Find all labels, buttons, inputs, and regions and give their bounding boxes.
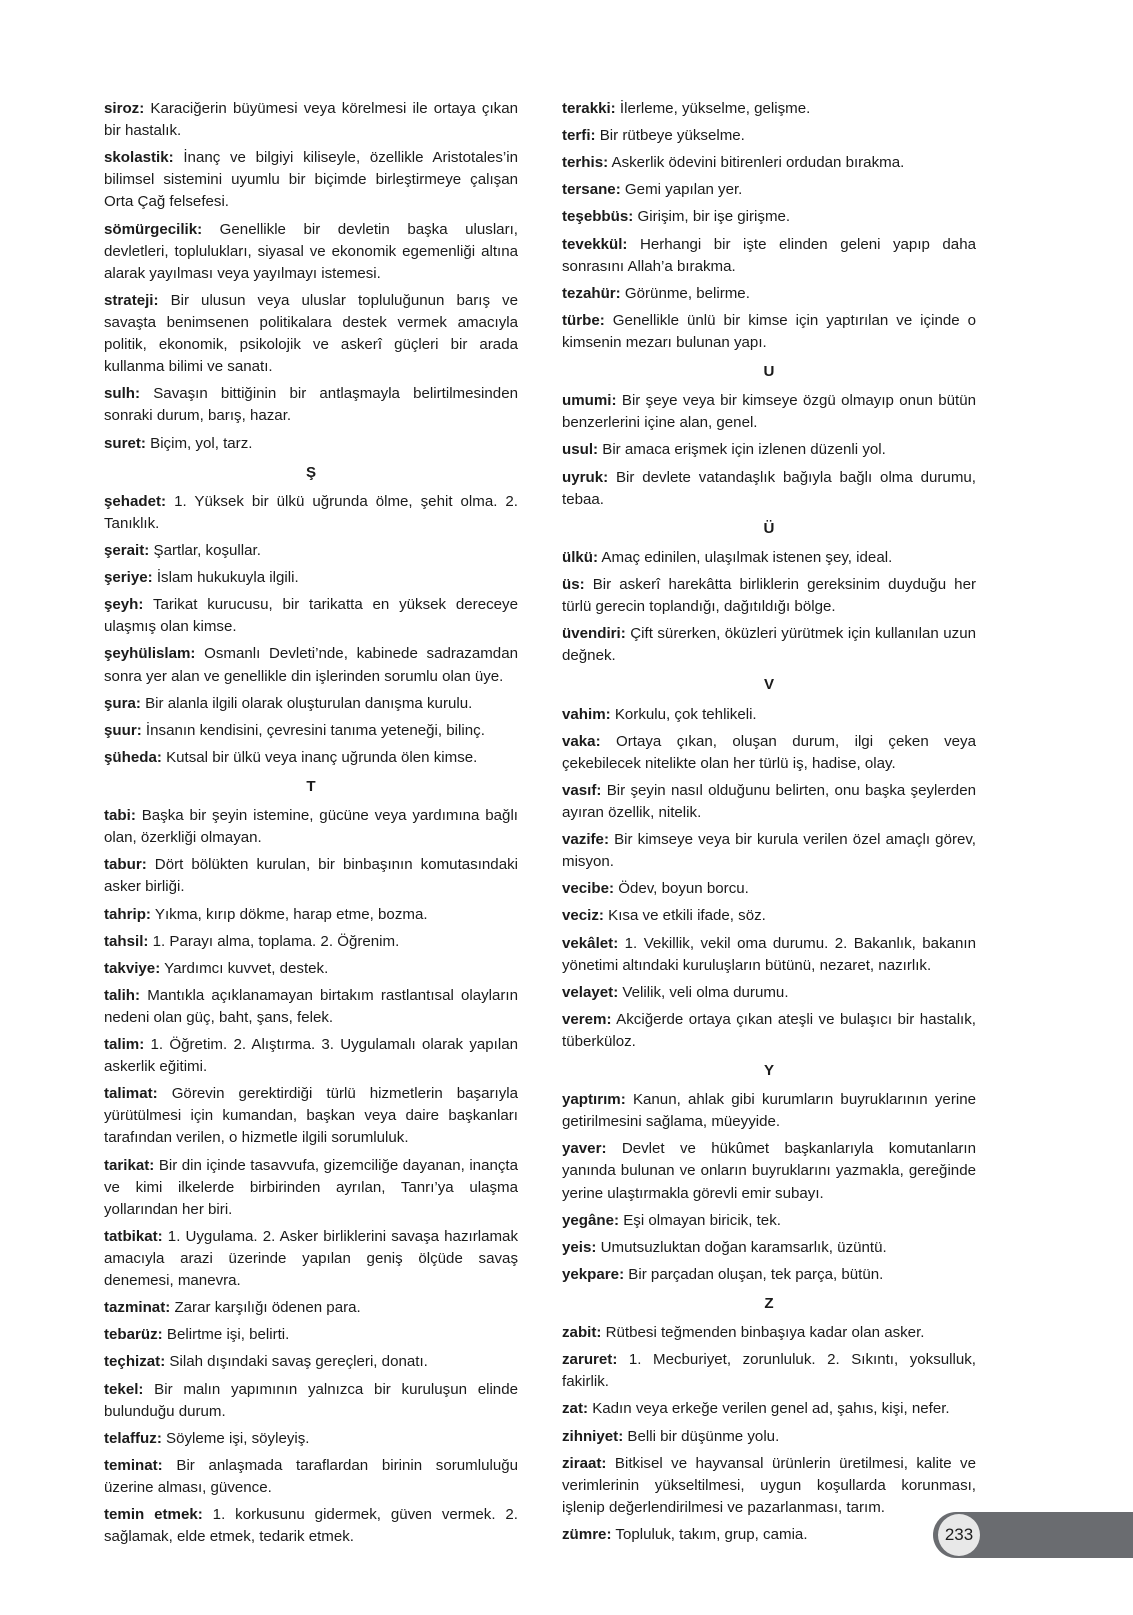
entry-headword: şüheda:	[104, 748, 162, 766]
glossary-entry	[562, 1453, 976, 1519]
entry-headword: vasıf:	[562, 781, 602, 799]
entry-definition: Rütbesi teğmenden binbaşıya kadar olan asker.	[601, 1324, 925, 1342]
glossary-entry	[562, 98, 976, 120]
glossary-entry	[104, 985, 518, 1029]
entry-headword: üs:	[562, 575, 585, 593]
entry-headword: şeyh:	[104, 596, 144, 614]
entry-definition: Kadın veya erkeğe verilen genel ad, şahıs, kişi, nefer.	[588, 1400, 950, 1418]
entry-headword: tezahür:	[562, 284, 621, 302]
glossary-entry	[562, 905, 976, 927]
entry-headword: vahim:	[562, 705, 611, 723]
section-letter: Z	[764, 1295, 774, 1313]
glossary-entry	[562, 283, 976, 305]
entry-definition: Şartlar, koşullar.	[149, 541, 261, 559]
entry-headword: siroz:	[104, 100, 145, 117]
entry-definition: Görevin gerektirdiği türlü hizmetlerin başarıyla yürütülmesi için kumandan, başkan veya daire başkanları tarafından verilen, o hizmetle ilgili sorumluluk.	[104, 1085, 518, 1147]
glossary-entry	[104, 1324, 518, 1346]
glossary-entry	[104, 540, 518, 562]
glossary-entry	[104, 904, 518, 926]
entry-definition: Bir malın yapımının yalnızca bir kuruluşun elinde bulunduğu durum.	[104, 1380, 518, 1420]
entry-headword: vaka:	[562, 732, 601, 750]
entry-headword: şeriye:	[104, 569, 153, 587]
entry-definition: Biçim, yol, tarz.	[145, 434, 253, 452]
entry-headword: tazminat:	[104, 1299, 171, 1317]
entry-headword: suret:	[104, 434, 146, 452]
glossary-entry	[104, 805, 518, 849]
entry-definition: Söyleme işi, söyleyiş.	[161, 1429, 310, 1447]
entry-headword: tebarüz:	[104, 1326, 163, 1344]
section-letter: T	[306, 777, 316, 795]
entry-definition: Eşi olmayan biricik, tek.	[619, 1211, 781, 1229]
glossary-entry	[104, 958, 518, 980]
right-column	[562, 98, 976, 1553]
section-letter: Ü	[763, 519, 775, 537]
glossary-entry	[562, 878, 976, 900]
glossary-entry	[104, 383, 518, 427]
entry-definition: Bir alanla ilgili olarak oluşturulan danışma kurulu.	[140, 694, 473, 712]
entry-definition: Başka bir şeyin istemine, gücüne veya yardımına bağlı olan, özerkliği olmayan.	[104, 807, 518, 847]
section-letter: V	[763, 676, 775, 694]
entry-headword: verem:	[562, 1010, 612, 1028]
entry-definition: Korkulu, çok tehlikeli.	[610, 705, 757, 723]
section-letter: U	[763, 363, 775, 381]
entry-headword: sulh:	[104, 385, 141, 403]
entry-headword: strateji:	[104, 291, 159, 309]
glossary-entry	[104, 1455, 518, 1499]
entry-headword: şehadet:	[104, 492, 167, 510]
entry-definition: Velilik, veli olma durumu.	[618, 983, 789, 1001]
entry-definition: Kısa ve etkili ifade, söz.	[603, 907, 766, 925]
glossary-entry	[562, 152, 976, 174]
entry-definition: İlerleme, yükselme, gelişme.	[615, 100, 811, 117]
section-letter: Ş	[305, 463, 317, 481]
glossary-entry	[562, 125, 976, 147]
entry-headword: skolastik:	[104, 149, 174, 167]
entry-headword: tatbikat:	[104, 1227, 163, 1245]
entry-definition: Amaç edinilen, ulaşılmak istenen şey, ideal.	[598, 548, 893, 566]
entry-definition: Bir amaca erişmek için izlenen düzenli yol.	[598, 441, 886, 459]
entry-headword: takviye:	[104, 959, 161, 977]
entry-headword: vekâlet:	[562, 934, 619, 952]
entry-headword: veciz:	[562, 907, 604, 925]
glossary-entry	[104, 147, 518, 213]
entry-definition: Bir rütbeye yükselme.	[595, 127, 745, 145]
glossary-entry	[104, 747, 518, 769]
entry-definition: Devlet ve hükûmet başkanlarıyla komutanların yanında bulunan ve onların buyruklarını yazmakla, gereğinde yerine ulaştırmakla görevli emir subayı.	[562, 1140, 976, 1202]
entry-definition: 1. Yüksek bir ülkü uğrunda ölme, şehit olma. 2. Tanıklık.	[104, 492, 518, 532]
two-column-body	[104, 98, 976, 1553]
entry-definition: Savaşın bittiğinin bir antlaşmayla belirtilmesinden sonraki durum, barış, hazar.	[104, 385, 518, 425]
glossary-entry	[104, 1351, 518, 1373]
entry-definition: Herhangi bir işte elinden geleni yapıp daha sonrasını Allah’a bırakma.	[562, 235, 976, 275]
glossary-entry	[562, 574, 976, 618]
entry-definition: Tarikat kurucusu, bir tarikatta en yüksek dereceye ulaşmış olan kimse.	[104, 596, 518, 636]
glossary-entry	[562, 1089, 976, 1133]
entry-headword: zaruret:	[562, 1351, 618, 1369]
entry-headword: şeyhülislam:	[104, 645, 196, 663]
entry-headword: yegâne:	[562, 1211, 620, 1229]
entry-headword: tabur:	[104, 856, 147, 874]
entry-definition: Yardımcı kuvvet, destek.	[160, 959, 329, 977]
glossary-entry	[562, 1237, 976, 1259]
entry-headword: teşebbüs:	[562, 208, 634, 226]
entry-definition: Gemi yapılan yer.	[620, 181, 743, 199]
entry-definition: Çift sürerken, öküzleri yürütmek için kullanılan uzun değnek.	[562, 625, 976, 665]
entry-headword: yaver:	[562, 1140, 607, 1158]
glossary-entry	[104, 491, 518, 535]
glossary-entry	[104, 1297, 518, 1319]
entry-definition: Bir anlaşmada taraflardan birinin sorumluluğu üzerine alması, güvence.	[104, 1456, 518, 1497]
entry-headword: şuur:	[104, 721, 142, 739]
entry-headword: şura:	[104, 694, 141, 712]
entry-headword: zat:	[562, 1400, 588, 1418]
entry-headword: üvendiri:	[562, 625, 626, 643]
glossary-entry	[562, 467, 976, 511]
glossary-entry	[104, 1504, 518, 1548]
entry-definition: İnanç ve bilgiyi kiliseyle, özellikle Aristotales’in bilimsel sistemini uyumlu bir biçimde birleştirmeye çalışan Orta Çağ felsefesi.	[104, 149, 518, 211]
glossary-entry	[104, 567, 518, 589]
entry-headword: yekpare:	[562, 1265, 625, 1283]
left-column	[104, 98, 518, 1553]
glossary-entry	[562, 206, 976, 228]
entry-definition: Topluluk, takım, grup, camia.	[611, 1526, 808, 1544]
glossary-entry	[562, 1264, 976, 1286]
entry-definition: Genellikle bir devletin başka ulusları, devletleri, toplulukları, siyasal ve ekonomik egemenliği altına alarak yayılması veya yayılmayı istemesi.	[104, 220, 518, 282]
glossary-entry	[104, 854, 518, 898]
glossary-entry	[562, 547, 976, 569]
entry-definition: 1. korkusunu gidermek, güven vermek. 2. sağlamak, elde etmek, tedarik etmek.	[104, 1506, 518, 1546]
glossary-entry	[104, 290, 518, 378]
glossary-entry	[562, 439, 976, 461]
entry-headword: tahrip:	[104, 905, 151, 923]
entry-definition: Yıkma, kırıp dökme, harap etme, bozma.	[150, 905, 428, 923]
entry-definition: Osmanlı Devleti’nde, kabinede sadrazamdan sonra yer alan ve genellikle din işlerinden sorumlu olan üye.	[104, 645, 518, 685]
glossary-entry	[104, 693, 518, 715]
glossary-entry	[562, 310, 976, 354]
glossary-entry	[562, 1349, 976, 1393]
entry-definition: 1. Parayı alma, toplama. 2. Öğrenim.	[148, 932, 400, 950]
entry-headword: teçhizat:	[104, 1353, 166, 1371]
entry-definition: Bir askerî harekâtta birliklerin gereksinim duyduğu her türlü gerecin toplandığı, dağıtıldığı bölge.	[562, 575, 976, 616]
entry-definition: Belli bir düşünme yolu.	[623, 1427, 780, 1445]
entry-definition: Bir din içinde tasavvufa, gizemciliğe dayanan, inançta ve kimi ilkelerde birbirinden ayrılan, Tanrı’ya ulaşma yollarından her biri.	[104, 1156, 518, 1218]
entry-headword: uyruk:	[562, 468, 609, 486]
entry-headword: yeis:	[562, 1238, 597, 1256]
entry-definition: Bitkisel ve hayvansal ürünlerin üretilmesi, kalite ve verimlerinin yükseltilmesi, uygun koşullarda korunması, işlenip değerlendirilmesi ve pazarlanması, tarım.	[562, 1454, 976, 1516]
entry-definition: Bir şeyin nasıl olduğunu belirten, onu başka şeylerden ayıran özellik, nitelik.	[562, 781, 976, 821]
glossary-entry	[104, 1428, 518, 1450]
entry-definition: Umutsuzluktan doğan karamsarlık, üzüntü.	[596, 1238, 887, 1256]
entry-headword: ziraat:	[562, 1454, 607, 1472]
glossary-entry	[562, 1524, 976, 1546]
entry-definition: İnsanın kendisini, çevresini tanıma yeteneği, bilinç.	[141, 721, 485, 739]
entry-definition: Karaciğerin büyümesi veya körelmesi ile ortaya çıkan bir hastalık.	[104, 100, 518, 140]
glossary-entry	[104, 433, 518, 455]
entry-headword: vazife:	[562, 831, 609, 849]
entry-headword: tersane:	[562, 181, 621, 199]
entry-definition: Dört bölükten kurulan, bir binbaşının komutasındaki asker birliği.	[104, 856, 518, 896]
entry-definition: Bir kimseye veya bir kurula verilen özel amaçlı görev, misyon.	[562, 831, 976, 871]
entry-definition: Askerlik ödevini bitirenleri ordudan bırakma.	[608, 154, 905, 172]
entry-headword: şerait:	[104, 541, 150, 559]
entry-headword: terfi:	[562, 127, 596, 145]
entry-definition: Görünme, belirme.	[620, 284, 750, 302]
glossary-entry	[104, 643, 518, 687]
glossary-entry	[562, 933, 976, 977]
entry-definition: Girişim, bir işe girişme.	[633, 208, 791, 226]
entry-headword: talim:	[104, 1036, 145, 1054]
glossary-entry	[562, 829, 976, 873]
glossary-entry	[104, 720, 518, 742]
glossary-entry	[562, 390, 976, 434]
entry-definition: Kanun, ahlak gibi kurumların buyruklarının yerine getirilmesini sağlama, müeyyide.	[562, 1091, 976, 1131]
entry-definition: 1. Uygulama. 2. Asker birliklerini savaşa hazırlamak amacıyla arazi üzerinde yapılan geniş ölçüde savaş denemesi, manevra.	[104, 1227, 518, 1290]
entry-definition: Genellikle ünlü bir kimse için yaptırılan ve içinde o kimsenin mezarı bulunan yapı.	[562, 311, 976, 351]
entry-definition: Ortaya çıkan, oluşan durum, ilgi çeken veya çekebilecek nitelikte olan her türlü iş, hadise, olay.	[562, 732, 976, 772]
glossary-entry	[562, 1009, 976, 1053]
entry-definition: Mantıkla açıklanamayan birtakım rastlantısal olayların nedeni olan güç, baht, şans, felek.	[104, 986, 518, 1026]
entry-definition: Zarar karşılığı ödenen para.	[170, 1299, 361, 1317]
entry-definition: Kutsal bir ülkü veya inanç uğrunda ölen kimse.	[161, 748, 478, 766]
glossary-entry	[104, 1083, 518, 1149]
entry-definition: Bir şeye veya bir kimseye özgü olmayıp onun bütün benzerlerini içine alan, genel.	[562, 392, 976, 432]
glossary-entry	[104, 931, 518, 953]
entry-headword: tabi:	[104, 807, 136, 825]
glossary-entry	[562, 1322, 976, 1344]
entry-headword: ülkü:	[562, 548, 599, 566]
entry-definition: Ödev, boyun borcu.	[614, 880, 749, 898]
glossary-entry	[562, 1138, 976, 1204]
entry-definition: Bir ulusun veya uluslar topluluğunun barış ve savaşta benimsenen politikalara destek vermek amacıyla politik, ekonomik, psikolojik ve askerî güçleri bir arada kullanma bilimi ve sanatı.	[104, 291, 518, 376]
glossary-entry	[104, 1379, 518, 1423]
entry-definition: 1. Öğretim. 2. Alıştırma. 3. Uygulamalı olarak yapılan askerlik eğitimi.	[104, 1036, 518, 1076]
entry-definition: Bir devlete vatandaşlık bağıyla bağlı olma durumu, tebaa.	[562, 468, 976, 508]
entry-headword: tahsil:	[104, 932, 149, 950]
entry-headword: tarikat:	[104, 1156, 155, 1174]
entry-headword: usul:	[562, 441, 599, 459]
entry-definition: 1. Vekillik, vekil oma durumu. 2. Bakanlık, bakanın yönetimi altındaki kuruluşların bütünü, nezaret, nazırlık.	[562, 934, 976, 974]
page-number-badge	[933, 1512, 1133, 1558]
entry-headword: telaffuz:	[104, 1429, 162, 1447]
entry-headword: velayet:	[562, 983, 619, 1001]
glossary-entry	[562, 623, 976, 667]
entry-headword: talih:	[104, 986, 141, 1004]
glossary-entry	[104, 1034, 518, 1078]
glossary-entry	[104, 1226, 518, 1292]
entry-headword: tekel:	[104, 1380, 144, 1398]
entry-headword: temin etmek:	[104, 1506, 203, 1524]
entry-headword: vecibe:	[562, 880, 615, 898]
entry-headword: yaptırım:	[562, 1091, 626, 1109]
entry-definition: Belirtme işi, belirti.	[162, 1326, 290, 1344]
entry-headword: türbe:	[562, 311, 605, 329]
glossary-entry	[562, 780, 976, 824]
entry-headword: teminat:	[104, 1456, 163, 1474]
section-letter: Y	[763, 1062, 775, 1080]
glossary-entry	[104, 594, 518, 638]
entry-headword: tevekkül:	[562, 235, 628, 253]
entry-headword: talimat:	[104, 1085, 158, 1103]
entry-headword: umumi:	[562, 392, 617, 410]
entry-headword: zümre:	[562, 1526, 612, 1544]
glossary-entry	[562, 982, 976, 1004]
entry-definition: 1. Mecburiyet, zorunluluk. 2. Sıkıntı, yoksulluk, fakirlik.	[562, 1351, 976, 1391]
glossary-entry	[562, 179, 976, 201]
entry-headword: sömürgecilik:	[104, 220, 203, 238]
glossary-entry	[104, 98, 518, 142]
glossary-entry	[562, 1398, 976, 1420]
entry-definition: İslam hukukuyla ilgili.	[152, 569, 299, 587]
page-number: 233	[938, 1514, 980, 1556]
entry-headword: zihniyet:	[562, 1427, 624, 1445]
entry-definition: Akciğerde ortaya çıkan ateşli ve bulaşıcı bir hastalık, tüberküloz.	[562, 1010, 976, 1050]
entry-headword: zabit:	[562, 1324, 602, 1342]
entry-headword: terhis:	[562, 154, 609, 172]
glossary-entry	[562, 1426, 976, 1448]
glossary-entry	[104, 219, 518, 285]
glossary-entry	[104, 1155, 518, 1221]
glossary-entry	[562, 1210, 976, 1232]
entry-definition: Bir parçadan oluşan, tek parça, bütün.	[624, 1265, 884, 1283]
glossary-entry	[562, 234, 976, 278]
entry-headword: terakki:	[562, 100, 616, 117]
entry-definition: Silah dışındaki savaş gereçleri, donatı.	[165, 1353, 428, 1371]
glossary-entry	[562, 704, 976, 726]
glossary-entry	[562, 731, 976, 775]
